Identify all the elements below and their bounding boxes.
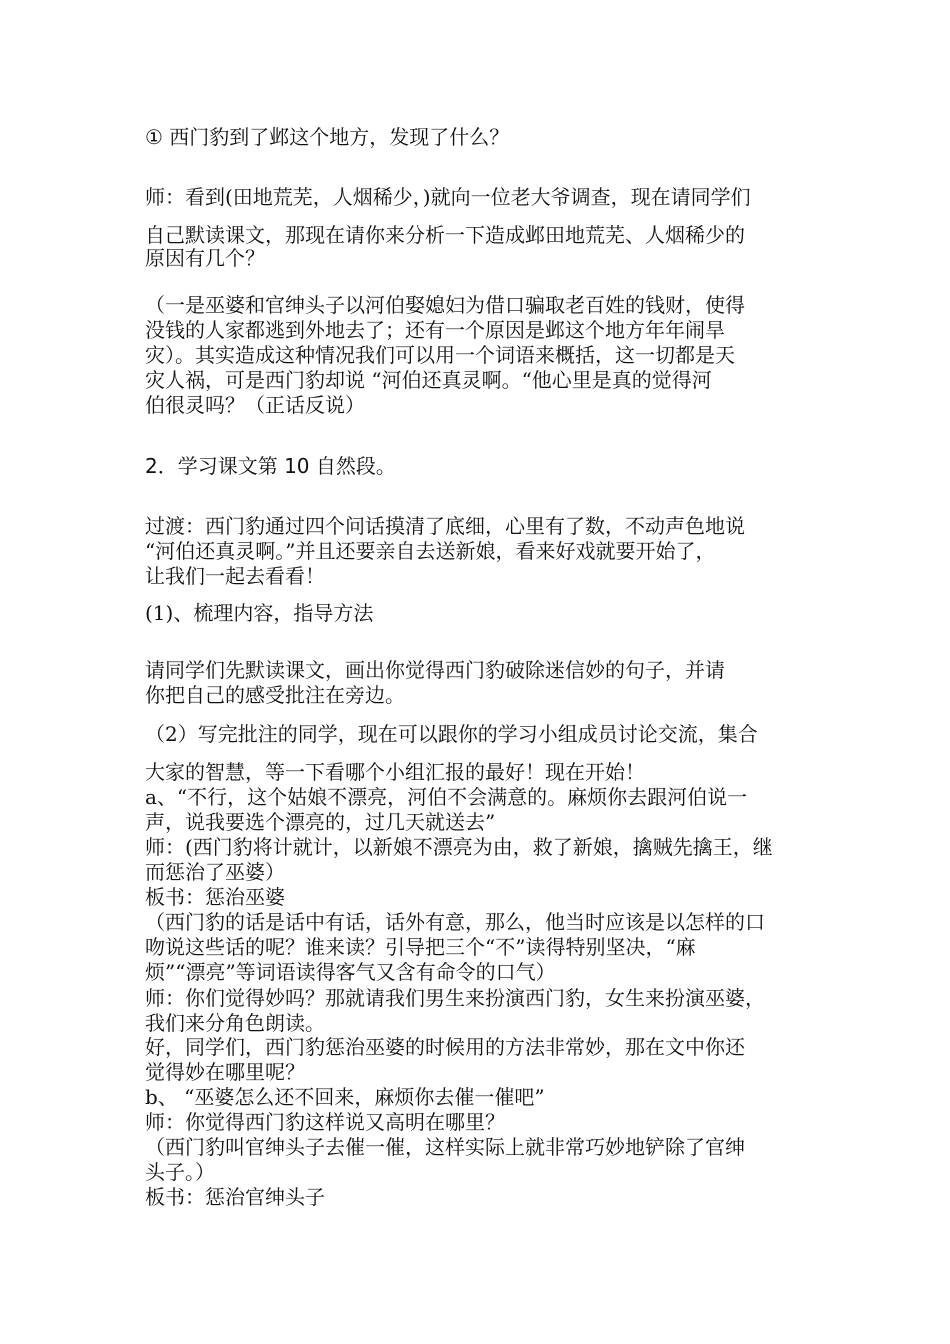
answer-line-1: （一是巫婆和官绅头子以河伯娶媳妇为借口骗取老百姓的钱财，使得	[145, 293, 745, 317]
instruction-line-1: 请同学们先默读课文，画出你觉得西门豹破除迷信妙的句子，并请	[145, 658, 725, 682]
teacher-question-line: 师：你觉得西门豹这样说又高明在哪里？	[145, 1110, 505, 1134]
teacher-note-line-2: 而惩治了巫婆）	[145, 860, 285, 884]
teacher-line-2: 自己默读课文，那现在请你来分析一下造成邺田地荒芜、人烟稀少的	[145, 223, 745, 247]
discussion-line-1: 好，同学们，西门豹惩治巫婆的时候用的方法非常妙，那在文中你还	[145, 1035, 745, 1059]
subsection-1-heading: (1)、梳理内容，指导方法	[145, 601, 374, 625]
teacher-line-3: 原因有几个？	[145, 246, 265, 270]
transition-line-1: 过渡：西门豹通过四个问话摸清了底细，心里有了数，不动声色地说	[145, 514, 745, 538]
answer-line-2: 没钱的人家都逃到外地去了；还有一个原因是邺这个地方年年闹旱	[145, 318, 725, 342]
subsection-2-line-2: 大家的智慧，等一下看哪个小组汇报的最好！现在开始！	[145, 760, 645, 784]
instruction-line-2: 你把自己的感受批注在旁边。	[145, 683, 405, 707]
answer-line-5: 伯很灵吗？（正话反说）	[145, 393, 365, 417]
quote-a-line-2: 声，说我要选个漂亮的，过几天就送去”	[145, 810, 496, 834]
question-1-line: ① 西门豹到了邺这个地方，发现了什么？	[145, 125, 510, 149]
transition-line-3: 让我们一起去看看！	[145, 564, 325, 588]
official-note-line-2: 头子。）	[145, 1160, 215, 1184]
teacher-note-line-1: 师：(西门豹将计就计，以新娘不漂亮为由，救了新娘，擒贼先擒王，继	[145, 835, 773, 859]
reading-note-line-1: （西门豹的话是话中有话，话外有意，那么，他当时应该是以怎样的口	[145, 910, 765, 934]
answer-line-4: 灾人祸，可是西门豹却说 “河伯还真灵啊。“他心里是真的觉得河	[145, 368, 712, 392]
subsection-2-line-1: （2）写完批注的同学，现在可以跟你的学习小组成员讨论交流，集合	[145, 722, 758, 746]
official-note-line-1: （西门豹叫官绅头子去催一催，这样实际上就非常巧妙地铲除了官绅	[145, 1135, 745, 1159]
quote-b-line: b、 “巫婆怎么还不回来，麻烦你去催一催吧”	[145, 1085, 545, 1109]
answer-line-3: 灾）。其实造成这种情况我们可以用一个词语来概括，这一切都是天	[145, 343, 735, 367]
reading-note-line-2: 吻说这些话的呢？谁来读？引导把三个“不”读得特别坚决，“麻	[145, 935, 696, 959]
section-heading-2: 2．学习课文第 10 自然段。	[145, 454, 396, 478]
discussion-line-2: 觉得妙在哪里呢？	[145, 1060, 305, 1084]
quote-a-line-1: a、“不行，这个姑娘不漂亮，河伯不会满意的。麻烦你去跟河伯说一	[145, 785, 748, 809]
board-note-2: 板书：惩治官绅头子	[145, 1185, 325, 1209]
role-play-line-1: 师：你们觉得妙吗？那就请我们男生来扮演西门豹，女生来扮演巫婆，	[145, 986, 765, 1010]
role-play-line-2: 我们来分角色朗读。	[145, 1011, 325, 1035]
reading-note-line-3: 烦”“漂亮”等词语读得客气又含有命令的口气）	[145, 960, 556, 984]
transition-line-2: “河伯还真灵啊。”并且还要亲自去送新娘，看来好戏就要开始了，	[145, 539, 716, 563]
board-note-1: 板书：惩治巫婆	[145, 885, 285, 909]
teacher-line-1: 师：看到(田地荒芜，人烟稀少，)就向一位老大爷调查，现在请同学们	[145, 185, 751, 209]
